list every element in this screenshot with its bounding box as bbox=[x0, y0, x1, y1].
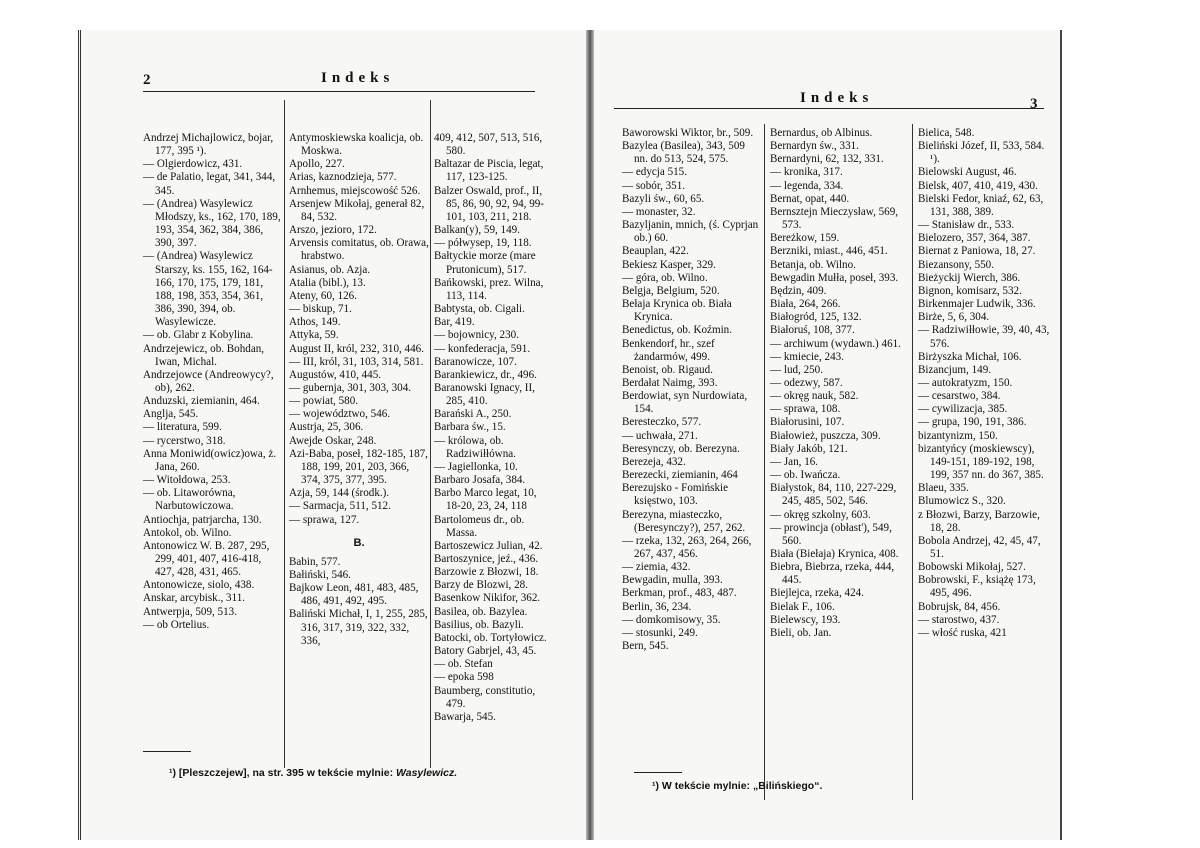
header-right: Indeks bbox=[800, 90, 874, 106]
index-entry: Barankiewicz, dr., 496. bbox=[434, 368, 537, 381]
index-entry: Bawarja, 545. bbox=[434, 710, 496, 723]
index-entry: Bazyljanin, mnich, (ś. Cyprjan ob.) 60. bbox=[622, 219, 759, 245]
index-entry: — lud, 250. bbox=[770, 363, 824, 376]
index-entry: Barański A., 250. bbox=[434, 408, 512, 421]
index-entry: Bekiesz Kasper, 329. bbox=[622, 258, 716, 271]
index-entry: Beresteczko, 577. bbox=[622, 416, 702, 429]
index-entry: — domkomisowy, 35. bbox=[622, 613, 721, 626]
index-entry: z Błozwi, Barzy, Barzowie, 18, 28. bbox=[918, 508, 1040, 534]
index-entry: — sobór, 351. bbox=[622, 179, 686, 192]
index-entry: Arvensis comitatus, ob. Orawa, hrabstwo. bbox=[289, 237, 429, 263]
index-entry: Benkendorf, hr., szef żandarmów, 499. bbox=[622, 337, 715, 363]
index-entry: Basenkow Nikifor, 362. bbox=[434, 592, 541, 605]
index-entry: Baumberg, constitutio, 479. bbox=[434, 684, 536, 710]
index-entry: — prowincja (obłast'), 549, 560. bbox=[770, 521, 892, 547]
index-entry: Bewgadin Mułła, poseł, 393. bbox=[770, 271, 899, 284]
column-divider bbox=[430, 100, 431, 768]
index-entry: Berdałat Naimg, 393. bbox=[622, 376, 718, 389]
index-entry: Anduzski, ziemianin, 464. bbox=[143, 395, 260, 408]
index-entry: Berlin, 36, 234. bbox=[622, 600, 692, 613]
column-divider bbox=[764, 124, 765, 800]
index-entry: Bewgadin, mulla, 393. bbox=[622, 574, 723, 587]
index-entry: — Olgierdowicz, 431. bbox=[143, 158, 243, 171]
index-entry: Bałiński, 546. bbox=[289, 569, 351, 581]
index-entry: Bernardyni, 62, 132, 331. bbox=[770, 153, 884, 166]
index-entry: Baworowski Wiktor, br., 509. bbox=[622, 127, 754, 139]
index-entry: — rzeka, 132, 263, 264, 266, 267, 437, 456. bbox=[622, 534, 752, 560]
index-entry: — Sarmacja, 511, 512. bbox=[289, 500, 391, 513]
index-entry: — monaster, 32. bbox=[622, 205, 696, 218]
index-entry: Berezeja, 432. bbox=[622, 455, 686, 468]
index-entry: — okręg szkolny, 603. bbox=[770, 508, 871, 521]
index-entry: — ziemia, 432. bbox=[622, 561, 691, 574]
index-entry: — włość ruska, 421 bbox=[918, 626, 1007, 639]
index-entry: — cywilizacja, 385. bbox=[918, 403, 1008, 416]
index-entry: Arias, kaznodzieja, 577. bbox=[289, 171, 397, 184]
index-entry: Babin, 577. bbox=[289, 555, 341, 568]
index-entry: Blaeu, 335. bbox=[918, 482, 969, 495]
index-entry: Bernsztejn Mieczysław, 569, 573. bbox=[770, 205, 899, 232]
index-entry: Babtysta, ob. Cigali. bbox=[434, 303, 525, 316]
index-entry: — III, król, 31, 103, 314, 581. bbox=[289, 355, 424, 368]
index-entry: Bełaja Krynica ob. Biała Krynica. bbox=[622, 298, 732, 324]
index-entry: Batocki, ob. Tortyłowicz. bbox=[434, 631, 547, 644]
index-entry: Andrzejowce (Andreowycy?, ob), 262. bbox=[143, 368, 274, 394]
index-entry: Baliński Michał, I, 1, 255, 285, 316, 317, 319, 322, 332, 336, bbox=[289, 608, 428, 647]
index-entry: Biała (Biełaja) Krynica, 408. bbox=[770, 548, 899, 560]
index-entry: — królowa, ob. Radziwiłłówna. bbox=[434, 434, 516, 460]
index-entry: Bielski Fedor, kniaź, 62, 63, 131, 388, 389. bbox=[918, 192, 1044, 218]
right-page bbox=[594, 30, 1062, 840]
index-entry: Antonowicze, siolo, 438. bbox=[143, 579, 255, 592]
index-entry: Bazylea (Basilea), 343, 509 nn. do 513, 524, 575. bbox=[622, 140, 745, 166]
index-entry: Andrzejewicz, ob. Bohdan, Iwan, Michal. bbox=[143, 342, 265, 368]
index-entry: Antonowicz W. B. 287, 295, 299, 401, 407, 416-418, 427, 428, 431, 465. bbox=[143, 539, 270, 579]
header-rule-left bbox=[143, 91, 535, 92]
index-entry: — ob. Iwańcza. bbox=[770, 469, 841, 482]
index-entry: — ob. Stefan bbox=[434, 658, 493, 671]
index-entry: Bielewscy, 193. bbox=[770, 613, 841, 626]
index-entry: Antwerpja, 509, 513. bbox=[143, 605, 237, 618]
index-entry: Bartolomeus dr., ob. Massa. bbox=[434, 513, 525, 539]
index-entry: Bartoszynice, jeź., 436. bbox=[434, 553, 539, 565]
index-entry: Białorusini, 107. bbox=[770, 416, 845, 429]
index-entry: Berzniki, miast., 446, 451. bbox=[770, 245, 888, 258]
index-entry: Barbara św., 15. bbox=[434, 421, 506, 434]
index-entry: Bajkow Leon, 481, 483, 485, 486, 491, 492, 495. bbox=[289, 582, 419, 608]
index-entry: Berkman, prof., 483, 487. bbox=[622, 587, 737, 600]
index-entry: — de Palatio, legat, 341, 344, 345. bbox=[143, 171, 276, 197]
index-entry: — (Andrea) Wasylewicz Młodszy, ks., 162, 170, 189, 193, 354, 362, 384, 386, 390, 397. bbox=[143, 197, 281, 250]
index-entry: Beresynczy, ob. Berezyna. bbox=[622, 442, 740, 455]
index-entry: Birżyszka Michał, 106. bbox=[918, 350, 1022, 363]
footnote-right: ¹) W tekście mylnie: „Bilińskiego“. bbox=[652, 780, 823, 792]
index-entry: — grupa, 190, 191, 386. bbox=[918, 416, 1027, 429]
index-entry: — Radziwiłłowie, 39, 40, 43, 576. bbox=[918, 324, 1050, 350]
index-entry: Basilius, ob. Bazyli. bbox=[434, 618, 524, 631]
index-entry: — rycerstwo, 318. bbox=[143, 434, 226, 447]
index-entry: Berdowiat, syn Nurdowiata, 154. bbox=[622, 390, 748, 416]
index-entry: Attyka, 59. bbox=[289, 329, 339, 342]
index-entry: Andrzej Michajlowicz, bojar, 177, 395 ¹). bbox=[143, 132, 274, 158]
index-entry: — legenda, 334. bbox=[770, 179, 844, 192]
index-entry: Baltazar de Piscia, legat, 117, 123-125. bbox=[434, 158, 544, 184]
index-entry: Azi-Baba, poseł, 182-185, 187, 188, 199, 201, 203, 366, 374, 375, 377, 395. bbox=[289, 447, 428, 487]
header-left: Indeks bbox=[321, 70, 395, 86]
index-entry: Anglja, 545. bbox=[143, 408, 199, 421]
index-entry: Birkenmajer Ludwik, 336. bbox=[918, 298, 1036, 311]
index-entry: Biernat z Paniowa, 18, 27. bbox=[918, 245, 1036, 258]
index-entry: Berezyna, miasteczko, (Beresynczy?), 257, 262. bbox=[622, 508, 746, 534]
index-entry: Athos, 149. bbox=[289, 316, 341, 329]
footnote-left-text: ¹) [Pleszczejew], na str. 395 w tekście mylnie: bbox=[169, 767, 394, 779]
index-column-left-3 bbox=[434, 132, 554, 724]
index-entry: Arszo, jezioro, 172. bbox=[289, 224, 377, 237]
index-entry: — ob Ortelius. bbox=[143, 618, 210, 631]
index-column-right-1 bbox=[622, 127, 760, 653]
index-entry: Bernat, opat, 440. bbox=[770, 192, 850, 205]
column-divider bbox=[912, 124, 913, 800]
index-entry: Biejlejca, rzeka, 424. bbox=[770, 587, 864, 600]
index-entry: Berezujsko - Fomińskie księstwo, 103. bbox=[622, 482, 728, 508]
index-entry: — archiwum (wydawn.) 461. bbox=[770, 337, 901, 350]
index-entry: — ob. Litaworówna, Narbutowiczowa. bbox=[143, 487, 236, 513]
index-entry: — sprawa, 127. bbox=[289, 513, 360, 526]
index-entry: — autokratyzm, 150. bbox=[918, 376, 1013, 389]
page-number-left: 2 bbox=[143, 72, 151, 88]
index-entry: Benoist, ob. Rigaud. bbox=[622, 363, 713, 376]
index-entry: Blumowicz S., 320. bbox=[918, 495, 1006, 508]
index-entry: — Jagiellonka, 10. bbox=[434, 460, 518, 473]
index-entry: — edycja 515. bbox=[622, 166, 688, 179]
index-entry: Bieli, ob. Jan. bbox=[770, 626, 832, 639]
index-entry: Barbo Marco legat, 10, 18-20, 23, 24, 118 bbox=[434, 487, 537, 513]
index-column-left-2 bbox=[289, 132, 429, 648]
index-entry: — starostwo, 437. bbox=[918, 613, 1000, 626]
index-entry: Bielowski August, 46. bbox=[918, 166, 1017, 179]
index-entry: — (Andrea) Wasylewicz Starszy, ks. 155, 162, 164-166, 170, 175, 179, 181, 188, 198, 353, 354, 361, 386, 390, 394, ob. Wasylewicze. bbox=[143, 250, 273, 329]
index-entry: Antokol, ob. Wilno. bbox=[143, 526, 232, 539]
index-entry: Birże, 5, 6, 304. bbox=[918, 311, 990, 324]
index-entry: Bartoszewicz Julian, 42. bbox=[434, 539, 543, 552]
index-entry: — literatura, 599. bbox=[143, 421, 222, 434]
footnote-rule-right bbox=[634, 772, 682, 773]
index-entry: Bałtyckie morze (mare Prutonicum), 517. bbox=[434, 250, 536, 276]
index-column-right-2 bbox=[770, 127, 910, 640]
index-entry: Barzowie z Błozwi, 18. bbox=[434, 566, 539, 579]
index-entry: Anna Moniwid(owicz)owa, ż. Jana, 260. bbox=[143, 447, 277, 473]
index-entry: Bern, 545. bbox=[622, 640, 669, 653]
index-entry: Bar, 419. bbox=[434, 316, 475, 329]
index-entry: Arsenjew Mikołaj, generał 82, 84, 532. bbox=[289, 197, 425, 223]
index-entry: Berezecki, ziemianin, 464 bbox=[622, 469, 738, 482]
index-entry: — góra, ob. Wilno. bbox=[622, 271, 708, 284]
index-entry: Asianus, ob. Azja. bbox=[289, 263, 371, 276]
index-entry: Augustów, 410, 445. bbox=[289, 368, 382, 381]
index-entry: Bieżyckij Wierch, 386. bbox=[918, 271, 1021, 284]
index-entry: Bobola Andrzej, 42, 45, 47, 51. bbox=[918, 534, 1041, 560]
index-entry: Biały Jakób, 121. bbox=[770, 442, 848, 455]
index-entry: 409, 412, 507, 513, 516, 580. bbox=[434, 132, 543, 158]
index-entry: Atalia (bibl.), 13. bbox=[289, 276, 366, 289]
index-entry: Batory Gabrjel, 43, 45. bbox=[434, 645, 537, 658]
index-column-right-3 bbox=[918, 127, 1054, 640]
section-letter: B. bbox=[353, 536, 365, 549]
footnote-rule-left bbox=[143, 751, 191, 752]
index-entry: Austrja, 25, 306. bbox=[289, 421, 364, 434]
index-entry: Benedictus, ob. Koźmin. bbox=[622, 324, 732, 337]
index-entry: Bereżkow, 159. bbox=[770, 232, 840, 245]
index-entry: Bizancjum, 149. bbox=[918, 363, 992, 376]
index-entry: — gubernja, 301, 303, 304. bbox=[289, 381, 412, 394]
index-entry: Biała, 264, 266. bbox=[770, 298, 841, 311]
index-entry: — ob. Glabr z Kobylina. bbox=[143, 329, 254, 342]
index-entry: Baranowski Ignacy, II, 285, 410. bbox=[434, 381, 535, 408]
index-entry: — Witołdowa, 253. bbox=[143, 474, 231, 487]
index-entry: Bielsk, 407, 410, 419, 430. bbox=[918, 179, 1038, 192]
index-entry: Bobrowski, F., książę 173, 495, 496. bbox=[918, 574, 1036, 600]
index-entry: Biebra, Biebrza, rzeka, 444, 445. bbox=[770, 561, 895, 587]
header-rule-right bbox=[614, 108, 1044, 109]
index-entry: — uchwała, 271. bbox=[622, 429, 698, 442]
index-entry: — okręg nauk, 582. bbox=[770, 390, 859, 403]
index-entry: — Stanisław dr., 533. bbox=[918, 219, 1015, 232]
index-entry: Betanja, ob. Wilno. bbox=[770, 258, 856, 271]
index-entry: Bernardyn św., 331. bbox=[770, 140, 859, 153]
index-entry: Belgja, Belgium, 520. bbox=[622, 284, 720, 297]
index-entry: Ateny, 60, 126. bbox=[289, 289, 357, 302]
index-entry: Bielozero, 357, 364, 387. bbox=[918, 232, 1031, 245]
index-entry: Bielak F., 106. bbox=[770, 600, 835, 613]
index-entry: Azja, 59, 144 (środk.). bbox=[289, 487, 390, 500]
index-entry: Antiochja, patrjarcha, 130. bbox=[143, 513, 262, 526]
index-entry: Antymoskiewska koalicja, ob. Moskwa. bbox=[289, 132, 424, 158]
index-entry: Awejde Oskar, 248. bbox=[289, 434, 377, 447]
index-entry: Barzy de Blozwi, 28. bbox=[434, 579, 528, 592]
index-entry: — biskup, 71. bbox=[289, 303, 352, 316]
index-entry: — powiat, 580. bbox=[289, 395, 359, 408]
index-entry: — kmiecie, 243. bbox=[770, 350, 844, 363]
index-entry: Beauplan, 422. bbox=[622, 245, 689, 258]
index-entry: bizantynizm, 150. bbox=[918, 429, 998, 442]
index-entry: Białystok, 84, 110, 227-229, 245, 485, 502, 546. bbox=[770, 482, 897, 508]
index-entry: — województwo, 546. bbox=[289, 408, 391, 421]
index-entry: — odezwy, 587. bbox=[770, 376, 843, 389]
index-entry: Bazyli św., 60, 65. bbox=[622, 192, 705, 205]
page-number-right: 3 bbox=[1030, 96, 1038, 112]
index-entry: Bobowski Mikołaj, 527. bbox=[918, 561, 1026, 574]
index-entry: — kronika, 317. bbox=[770, 166, 843, 179]
index-entry: Baranowicze, 107. bbox=[434, 355, 517, 368]
index-entry: — bojownicy, 230. bbox=[434, 329, 519, 342]
footnote-left-italic: Wasylewicz. bbox=[396, 767, 458, 779]
index-entry: Barbaro Josafa, 384. bbox=[434, 474, 526, 487]
index-entry: — Jan, 16. bbox=[770, 455, 819, 468]
index-entry: Bobrujsk, 84, 456. bbox=[918, 600, 1001, 613]
index-entry: August II, król, 232, 310, 446. bbox=[289, 342, 424, 355]
index-entry: — epoka 598 bbox=[434, 671, 494, 684]
index-entry: Białowież, puszcza, 309. bbox=[770, 429, 881, 442]
book-gutter bbox=[586, 30, 594, 840]
index-entry: Biezansony, 550. bbox=[918, 258, 994, 271]
index-entry: Bielica, 548. bbox=[918, 127, 975, 139]
column-divider bbox=[284, 100, 285, 768]
footnote-left bbox=[169, 767, 457, 779]
index-entry: — cesarstwo, 384. bbox=[918, 390, 1001, 403]
index-column-left-1 bbox=[143, 132, 283, 632]
index-entry: — konfederacja, 591. bbox=[434, 342, 531, 355]
index-entry: Będzin, 409. bbox=[770, 284, 827, 297]
index-entry: bizantyńcy (moskiewscy), 149-151, 189-192, 198, 199, 357 nn. do 367, 385. bbox=[918, 442, 1044, 482]
index-entry: Bignon, komisarz, 532. bbox=[918, 284, 1022, 297]
index-entry: — stosunki, 249. bbox=[622, 626, 698, 639]
index-entry: Bańkowski, prez. Wilna, 113, 114. bbox=[434, 276, 544, 302]
index-entry: — półwysep, 19, 118. bbox=[434, 237, 532, 250]
index-entry: Balkan(y), 59, 149. bbox=[434, 224, 520, 237]
left-page bbox=[78, 30, 589, 840]
index-entry: Basilea, ob. Bazylea. bbox=[434, 605, 528, 618]
index-entry: Anskar, arcybisk., 311. bbox=[143, 592, 246, 605]
index-entry: Apollo, 227. bbox=[289, 158, 345, 171]
index-entry: Białoruś, 108, 377. bbox=[770, 324, 855, 337]
index-entry: Białogród, 125, 132. bbox=[770, 311, 862, 324]
index-entry: Bieliński Józef, II, 533, 584. ¹). bbox=[918, 140, 1045, 166]
index-entry: — sprawa, 108. bbox=[770, 403, 841, 416]
index-entry: Balzer Oswald, prof., II, 85, 86, 90, 92, 94, 99-101, 103, 211, 218. bbox=[434, 184, 544, 223]
index-entry: Bernardus, ob Albinus. bbox=[770, 127, 873, 139]
index-entry: Arnhemus, miejscowość 526. bbox=[289, 184, 421, 197]
